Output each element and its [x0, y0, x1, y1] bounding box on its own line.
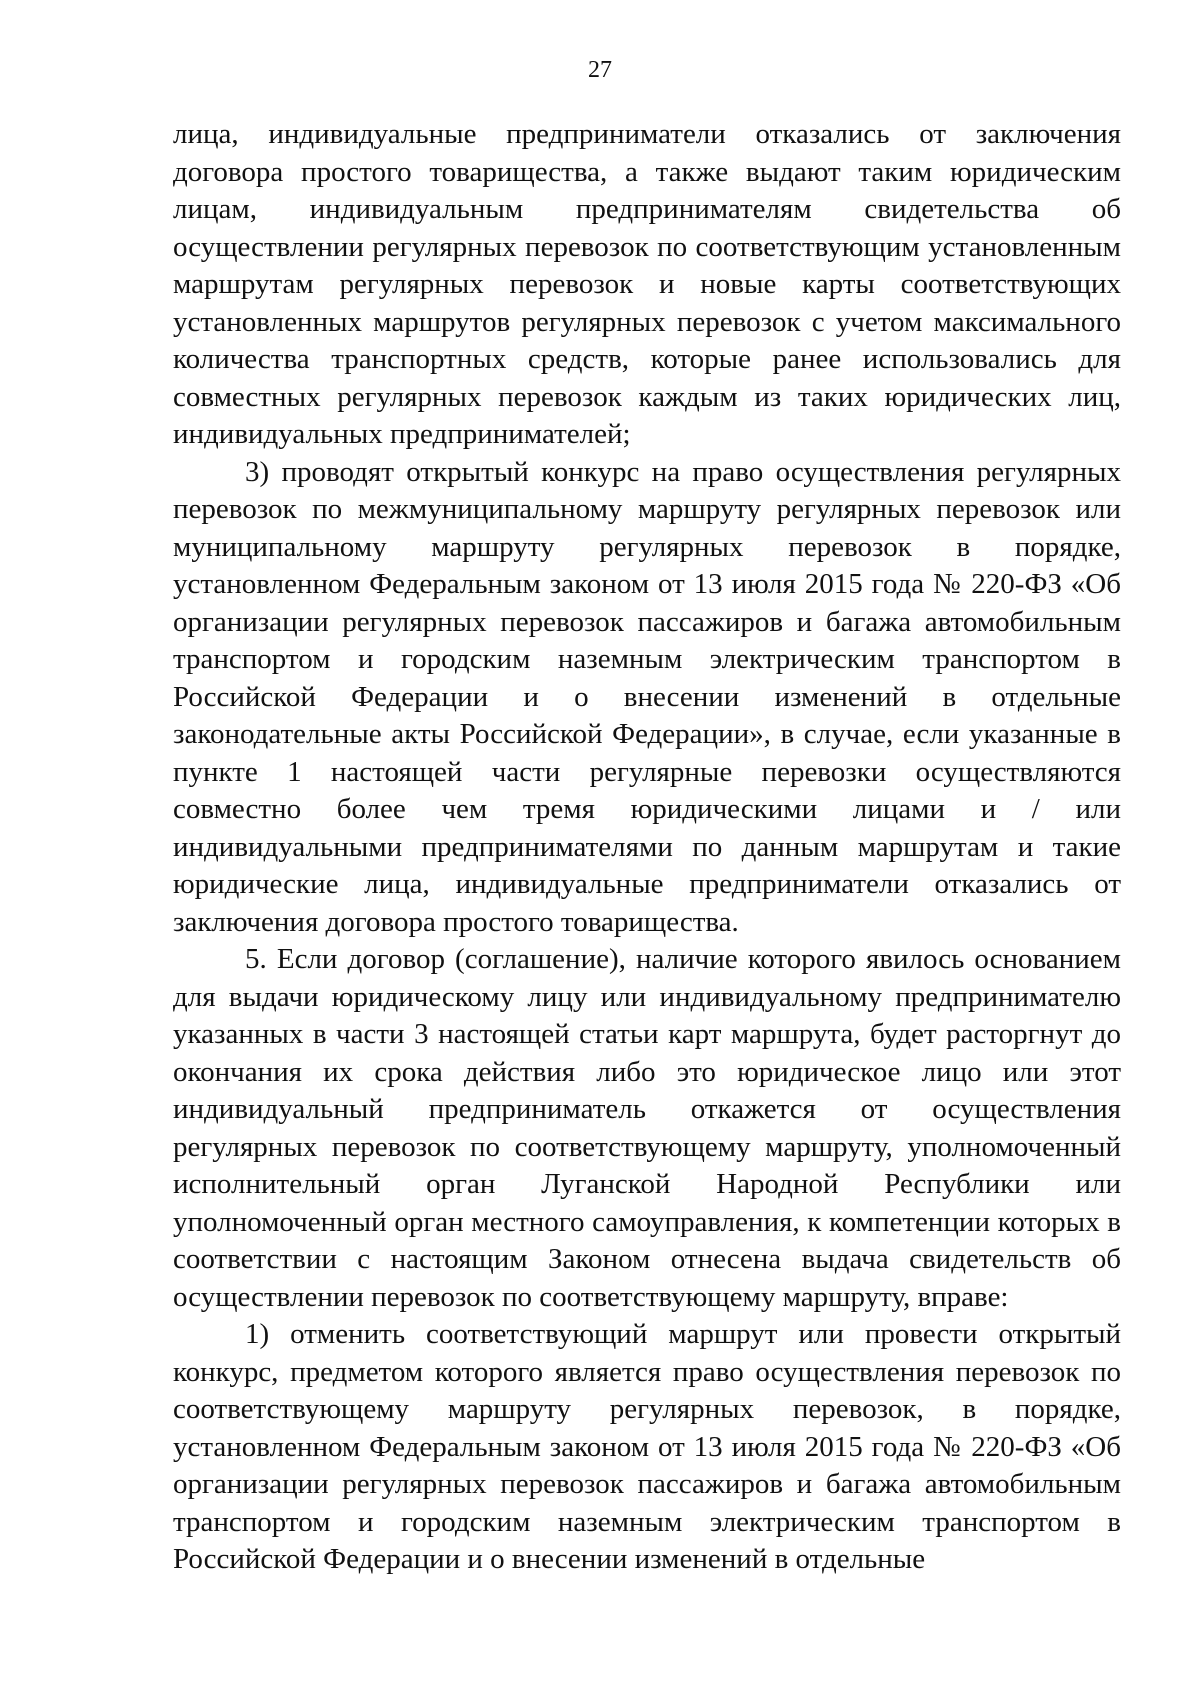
paragraph-continuation: лица, индивидуальные предприниматели отказались от заключения договора простого товарищества, а также выдают таким юридическим лицам, индивидуальным предпринимателям свидетельства об осуществлении регулярных перевозок по соответствующим установленным маршрутам регулярных перевозок и новые карты соответствующих установленных маршрутов регулярных перевозок с учетом максимального количества транспортных средств, которые ранее использовались для совместных регулярных перевозок каждым из таких юридических лиц, индивидуальных предпринимателей; [173, 118, 1121, 450]
paragraph-item-3: 3) проводят открытый конкурс на право осуществления регулярных перевозок по межмуниципальному маршруту регулярных перевозок или муниципальному маршруту регулярных перевозок в порядке, установленном Федеральным законом от 13 июля 2015 года № 220-ФЗ «Об организации регулярных перевозок пассажиров и багажа автомобильным транспортом и городским наземным электрическим транспортом в Российской Федерации и о внесении изменений в отдельные законодательные акты Российской Федерации», в случае, если указанные в пункте 1 настоящей части регулярные перевозки осуществляются совместно более чем тремя юридическими лицами и / или индивидуальными предпринимателями по данным маршрутам и такие юридические лица, индивидуальные предприниматели отказались от заключения договора простого товарищества. [173, 455, 1121, 938]
document-body [173, 116, 1121, 1579]
paragraph-item-1: 1) отменить соответствующий маршрут или провести открытый конкурс, предметом которого является право осуществления перевозок по соответствующему маршруту регулярных перевозок, в порядке, установленном Федеральным законом от 13 июля 2015 года № 220-ФЗ «Об организации регулярных перевозок пассажиров и багажа автомобильным транспортом и городским наземным электрическим транспортом в Российской Федерации и о внесении изменений в отдельные [173, 1318, 1121, 1575]
page-number: 27 [588, 57, 612, 83]
paragraph-part-5: 5. Если договор (соглашение), наличие которого явилось основанием для выдачи юридическому лицу или индивидуальному предпринимателю указанных в части 3 настоящей статьи карт маршрута, будет расторгнут до окончания их срока действия либо это юридическое лицо или этот индивидуальный предприниматель откажется от осуществления регулярных перевозок по соответствующему маршруту, уполномоченный исполнительный орган Луганской Народной Республики или уполномоченный орган местного самоуправления, к компетенции которых в соответствии с настоящим Законом отнесена выдача свидетельств об осуществлении перевозок по соответствующему маршруту, вправе: [173, 943, 1121, 1313]
